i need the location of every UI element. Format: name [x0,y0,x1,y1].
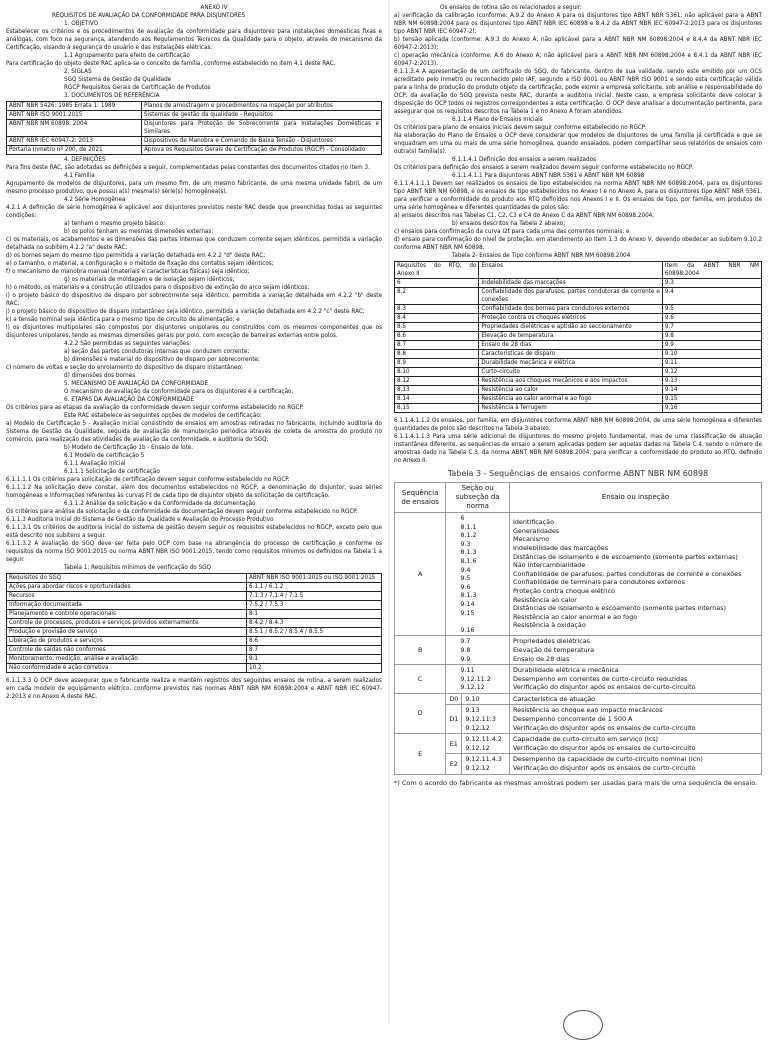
seq-d-row [395,705,762,734]
paragraph: SGQ Sistema de Gestão da Qualidade [64,76,172,83]
table-cell: 6 8.1.1 8.1.2 9.3 8.1.3 8.1.6 9.4 9.5 9.6 8.1.3 9.14 9.15 9.16 [446,513,510,636]
sgq-table-row [7,583,382,592]
paragraph: Estabelecer os critérios e os procedimentos de avaliação da conformidade para disjuntores para instalações domésticas fixas e análogas, com foco na segurança, atendendo aos Regulamentos Técnicos da Qualidade para o objeto, através do mecanismo da Certificação, visando à segurança do usuário e das instalações elétricas. [6,28,382,51]
sgq-table-row [7,592,382,601]
table2-row [395,386,762,395]
table-cell: 8.9 [395,359,479,368]
table2-row [395,350,762,359]
sgq-table-header [7,574,382,583]
table-cell: Ensaio de 28 dias [479,341,663,350]
table2-row [395,359,762,368]
scan-gutter [388,0,390,1024]
table2-row [395,368,762,377]
sgq-table-row [7,637,382,646]
paragraph: l) os disjuntores multipolares são compostos por disjuntores unipolares ou construídos com os mesmos componentes que os disjuntores unipolares, tendo as mesmas dimensões gerais por polo, com exceção de barreiras externas entre polos. [6,324,382,339]
table2-header [395,262,762,279]
table-cell: ABNT NBR ISO 9001:2015 ou ISO 9001:2015 [247,574,382,583]
test-sequences-text [394,417,762,465]
paragraph: Os critérios para plano de ensaios iniciais devem seguir conforme estabelecido no RGCP. [394,124,647,131]
table-cell: D0 [446,693,462,705]
table-cell: 9.8 [662,332,761,341]
table-cell: Ações para abordar riscos e oportunidades [7,583,247,592]
paragraph: 4.2 Série Homogênea [64,196,126,203]
paragraph: Para certificação do objeto deste RAC aplica-se o conceito de família, conforme estabelecido no item 4.1 deste RAC. [6,60,336,67]
paragraph: Tabela 2- Ensaios de Tipo conforme ABNT NBR NM 60898:2004 [452,252,631,259]
table-cell: Identificação Generalidades Mecanismo Indelebilidade das marcações Distâncias de isolamento e de escoamento (somente partes externas) Não intercambialidade Confiabilidade de parafusos, partes condutoras de corrente e conexões Confiabilidade de terminais para condutores externos Proteção contra choque elétrico Resistência ao calor Distâncias de isolamento e escoamento (somente partes internas) Resistência ao calor anormal e ao fogo Resistência à oxidação [509,513,761,636]
paragraph: 6.1.1.4.1.1.3 Para uma série adicional de disjuntores do mesmo projeto fundamental, mas de uma classificação de atuação instantânea diferente, as sequências de ensaio a serem aplicadas podem ser aquelas dadas na Tabela C.4, sendo o número de amostras dado na Tabela C.3, da norma ABNT NBR NM 60898:2004, para verificar a conformidade do produto ao RTQ, definido no Anexo II. [394,433,762,464]
table-cell: 8.6 [395,332,479,341]
sgq-table-row [7,664,382,673]
table-cell: 9.14 [662,386,761,395]
paragraph: Os critérios para as etapas da avaliação da conformidade devem seguir conforme estabelecido no RGCP. [6,404,304,411]
table-cell: B [395,636,446,665]
paragraph: 4.1 Família [64,172,95,179]
test-sequences-table [394,482,762,775]
table2-row [395,377,762,386]
paragraph: e) o tamanho, o material, a configuração e o método de fixação dos contatos sejam idênticos; [6,260,274,267]
table-cell: D1 [446,705,462,734]
table-cell: Confiabilidade dos parafusos, partes condutoras de corrente e conexões [479,288,663,305]
table-cell: Planos de amostragem e procedimentos na inspeção por atributos [142,102,382,111]
table-cell: Características de disparo [479,350,663,359]
table-cell: Informação documentada [7,601,247,610]
seq-e-row [395,734,762,754]
table-cell: Propriedades dielétricas e aptidão ao seccionamento [479,323,663,332]
paragraph: 6.1.1.3 Auditoria Inicial do Sistema de Gestão da Qualidade e Avaliação do Processo Produtivo [6,516,274,523]
sgq-table-row [7,655,382,664]
table2-row [395,323,762,332]
paragraph: a) verificação da calibração (conforme: A.9.2 do Anexo A para os disjuntores tipo ABNT NBR 5361; não aplicável para a ABNT NBR NM 60898:2004 para os disjuntores tipo ABNT NBR IEC 60898 e 8.4.2 da ABNT NBR IEC 60947-2:2013 para os disjuntores tipo ABNT NBR IEC 60947-2); [394,12,762,35]
paragraph: d) ensaio para confirmação do nível de proteção, em atendimento ao item 1.3 do Anexo V, devendo obedecer ao subitem 9.10.2 conforme ABNT NBR NM 60898. [394,236,762,251]
paragraph: a) ensaios descritos nas Tabelas C1, C2, C3 e C4 do Anexo C da ABNT NBR NM 60898:2004; [394,212,655,219]
table2-row [395,341,762,350]
table-cell: C [395,665,446,694]
paragraph: c) os materiais, os acabamentos e as dimensões das partes internas que conduzem corrente sejam idênticos, permitida a variação detalhada no subitem 4.2.2 "a" deste RAC; [6,236,382,251]
paragraph: Os critérios para definição dos ensaios a serem realizados devem seguir conforme estabelecido no RGCP. [394,164,694,171]
table-cell: Dispositivos de Manobra e Comando de Baixa Tensão - Disjuntores [142,137,382,146]
ref-table-row [7,120,382,137]
table-cell: 9.4 [662,288,761,305]
table2-row [395,395,762,404]
table2-row [395,314,762,323]
table-cell: 8.6 [247,637,382,646]
table-cell: Elevação de temperatura [479,332,663,341]
paragraph: Para fins deste RAC, são adotadas as definições a seguir, complementadas pelas constantes dos documentos citados no item 3. [6,164,370,171]
paragraph: 6. ETAPAS DA AVALIAÇÃO DA CONFORMIDADE [64,396,195,403]
table2-row [395,305,762,314]
table-cell: 8.10 [395,368,479,377]
table-cell: 9.10 [462,693,510,705]
table-cell: Liberação de produtos e serviços [7,637,247,646]
paragraph: a) tenham o mesmo projeto básico; [64,220,166,227]
right-column [394,4,762,788]
table2-row [395,404,762,413]
table-cell: 9.1 [247,655,382,664]
paragraph: Os ensaios de rotina são os relacionados a seguir: [440,4,582,11]
table-cell: Controle de processos, produtos e serviços providos externamente [7,619,247,628]
table-cell: Propriedades dielétricas Elevação de temperatura Ensaio de 28 dias [509,636,761,665]
table-cell: Ensaios [479,262,663,279]
paragraph: 1.1 Agrupamento para efeito de certificação [64,52,190,59]
table-cell: 8.5.1 / 8.5.2 / 8.5.4 / 8.5.5 [247,628,382,637]
table-cell: 9.13 [662,377,761,386]
paragraph: 6.1.1.3.4 A apresentação de um certificado do SGQ, do fabricante, dentro de sua validade, sendo este emitido por um OCS acreditado pelo Inmetro ou reconhecido pelo IAF, segundo a ISO 9001 ou ABNT NBR ISO 9001 e sendo esta certificação válida para a linha de produção do produto objeto da certificação, pode eximir a empresa solicitante, sob análise e responsabilidade do OCP, da avaliação do SGQ prevista neste RAC, durante a auditoria inicial. Neste caso, a empresa solicitante deve colocar à disposição do OCP todos os registros correspondentes a esta certificação. O OCP deve analisar a documentação pertinente, para assegurar que os requisitos descritos na Tabela 1 e no Anexo A foram atendidos. [394,68,762,115]
table-cell: 8.15 [395,404,479,413]
table-cell: 8.3 [395,305,479,314]
table-cell: Resistência ao calor anormal e ao fogo [479,395,663,404]
table-cell: Seção ou subseção da norma [446,483,510,513]
table-cell: Curto-circuito [479,368,663,377]
paragraph: g) os materiais de moldagem e de isolação sejam idênticos; [64,276,235,283]
seq-d-row [395,693,762,705]
table-cell: 8.2 [395,288,479,305]
table-cell: 9.6 [662,314,761,323]
table-cell: Sequência de ensaios [395,483,446,513]
table-cell: 8.8 [395,350,479,359]
paragraph: d) os bornes sejam do mesmo tipo permitida a variação detalhada em 4.2.2 "d" deste RAC; [6,252,266,259]
routine-tests-section [6,677,382,701]
paragraph: a) seção das partes condutoras internas que conduzem corrente; [64,348,250,355]
table-cell: E1 [446,734,462,754]
table-cell: 9.12 [662,368,761,377]
table-cell: 8.12 [395,377,479,386]
sgq-table-row [7,619,382,628]
table3-title: Tabela 3 - Sequências de ensaios conforme ABNT NBR NM 60898 [447,469,709,478]
table-cell: 9.11 [662,359,761,368]
sgq-requirements-table [6,573,382,673]
paragraph: RGCP Requisitos Gerais de Certificação de Produtos [64,84,211,91]
sgq-table-row [7,610,382,619]
table-cell: 9.9 [662,341,761,350]
table-cell: 8.7 [247,646,382,655]
table-cell: Não conformidade e ação corretiva [7,664,247,673]
paragraph: 6.1.1.4.1.1.2 Os ensaios, por família, em disjuntores conforme ABNT NBR NM 60898:2004, de uma série homogênea e diferentes quantidades de polos são descritos na Tabela 3 abaixo. [394,417,762,432]
paragraph: 2. SIGLAS [64,68,92,75]
paragraph: Os critérios para análise da solicitação e da conformidade da documentação devem seguir conforme estabelecido no RGCP. [6,508,358,515]
paragraph: 6.1.1.4.1 Definição dos ensaios a serem realizados [452,156,597,163]
paragraph: b) dimensões e material do dispositivo de disparo por sobrecorrente; [64,356,260,363]
paragraph: d) dimensões dos bornes. [64,372,137,379]
table-cell: Sistemas de gestão da qualidade - Requisitos [142,111,382,120]
table-cell: Capacidade de curto-circuito em serviço (Ics) Verificação do disjuntor após os ensaios de curto-circuito [509,734,761,754]
paragraph: ANEXO IV [200,4,228,11]
paragraph: 4.2.2 São permitidas as seguintes variações: [64,340,192,347]
intro-section [6,4,382,100]
table-cell: E [395,734,446,774]
paragraph: 6.1.1.2 Análise da solicitação e da Conformidade da documentação [64,500,256,507]
sgq-table-row [7,646,382,655]
table-cell: Ensaio ou inspeção [509,483,761,513]
paragraph: c) número de voltas e seção do enrolamento do dispositivo de disparo instantâneo; [6,364,243,371]
definitions-section [6,156,382,572]
paragraph: 4. DEFINIÇÕES [64,156,106,163]
table-cell: 9.11 9.12.11.2 9.12.12 [446,665,510,694]
table-cell: Resistência ao calor [479,386,663,395]
table2-row [395,332,762,341]
table-cell: 6 [395,279,479,288]
table-cell: 9.16 [662,404,761,413]
table-cell: Recursos [7,592,247,601]
paragraph: f) o mecanismo de manobra manual (materiais e características físicas) seja idêntico; [6,268,250,275]
paragraph: 6.1 Modelo de certificação 5 [64,452,145,459]
paragraph: 6.1.1.1 Solicitação de certificação [64,468,160,475]
left-column [6,4,382,701]
table-cell: Item da ABNT NBR NM 60898:2004 [662,262,761,279]
table-cell: ABNT NBR IEC 60947-2: 2013 [7,137,142,146]
paragraph: O mecanismo de avaliação da conformidade para os disjuntores é a certificação. [64,388,294,395]
table-cell: Requisitos do RTQ, do Anexo II [395,262,479,279]
table-cell: 8.5 [395,323,479,332]
paragraph: c) ensaios para confirmação da curva I2t para cada uma das correntes nominais; e [394,228,630,235]
paragraph: a) Modelo de Certificação 5 - Avaliação inicial consistindo de ensaios em amostras retiradas no fabricante, incluindo auditoria do Sistema de Gestão da Qualidade, seguida de avaliação de manutenção periódica através de coleta de amostra do produto no comércio, para realização das atividades de avaliação da conformidade, e auditoria do SGQ; [6,420,382,443]
paragraph: Este RAC estabelece as seguintes opções de modelos de certificação: [64,412,262,419]
table2-row [395,288,762,305]
table-cell: Resistência aos choques mecânicos e aos impactos [479,377,663,386]
table-cell: 10.2 [247,664,382,673]
paragraph: 6.1.1.1.2 Na solicitação deve constar, além dos documentos estabelecidos no RGCP, a denominação do disjuntor, suas séries homogêneas e informações referentes às curvas Ft de cada tipo de disjuntor objeto da solicitação de certificação. [6,484,382,499]
routine-tests-list [394,4,762,260]
table3-footnote: *) Com o acordo do fabricante as mesmas amostras podem ser usadas para mais de uma sequência de ensaio. [394,778,758,787]
table-cell: 8.4 [395,314,479,323]
paragraph: 1. OBJETIVO [64,20,99,27]
table-cell: 9.3 [662,279,761,288]
table-cell: Resistência à ferrugem [479,404,663,413]
table-cell: 7.1.3 / 7.1.4 / 7.1.5 [247,592,382,601]
paragraph: 6.1.1.3.3 O OCP deve assegurar que o fabricante realiza e mantém registros dos seguintes ensaios de rotina, a serem realizados em cada modelo de equipamento elétrico, conforme previstos nas normas ABNT NBR NM 60898:2004 e ABNT NBR IEC 60947-2:2013 e no Anexo A deste RAC. [6,677,382,700]
seq-b-row [395,636,762,665]
paragraph: REQUISITOS DE AVALIAÇÃO DA CONFORMIDADE PARA DISJUNTORES [52,12,246,19]
table-cell: 8.7 [395,341,479,350]
table-cell: 6.1.1 / 6.1.2 [247,583,382,592]
table-cell: 8.4.2 / 8.4.3 [247,619,382,628]
paragraph: b) os polos tenham as mesmas dimensões externas; [64,228,214,235]
paragraph: c) operação mecânica (conforme: A.6 do Anexo A; não aplicável para a ABNT NBR NM 60898:2004 e 8.4.1 da ABNT NBR IEC 60947-2:2013). [394,52,762,67]
table-cell: Controle de saídas não conformes [7,646,247,655]
ref-table-row [7,111,382,120]
table-cell: E2 [446,754,462,774]
table2-row [395,279,762,288]
table-cell: ABNT NBR NM 60898: 2004 [7,120,142,137]
table-cell: Indelebilidade das marcações [479,279,663,288]
table3-header [395,483,762,513]
paragraph: 6.1.1.4 Plano de Ensaios Iniciais [452,116,543,123]
paragraph: Tabela 1: Requisitos mínimos de verificação do SGQ [64,564,211,571]
seq-a-row [395,513,762,636]
table-cell: D [395,693,446,733]
seq-c-row [395,665,762,694]
paragraph: b) tensão aplicada (conforme: A.9.3 do Anexo A; não aplicável para a ABNT NBR NM 60898:2004 e 8.4.4 da ABNT NBR IEC 60947-2:2013); [394,36,762,51]
paragraph: Agrupamento de modelos de disjuntores, para um mesmo fim, de um mesmo fabricante, de uma mesma unidade fabril, de um mesmo processo produtivo, que possui a(s) mesma(s) série(s) homogênea(s). [6,180,382,195]
paragraph: 4.2.1 A definição de série homogênea é aplicável aos disjuntores previstos neste RAC desde que preenchidas todas as seguintes condições: [6,204,382,219]
table-cell: Proteção contra os choques elétricos [479,314,663,323]
table-cell: 8.14 [395,395,479,404]
table-cell: 9.5 [662,305,761,314]
paragraph: 3. DOCUMENTOS DE REFERÊNCIA [64,92,160,99]
table-cell: Confiabilidade dos bornes para condutores externos [479,305,663,314]
table-cell: Durabilidade elétrica e mecânica Desempenho em correntes de curto-circuito reduzidas Verificação do disjuntor após os ensaios de curto-circuito [509,665,761,694]
paragraph: b) Modelo de Certificação 1b - Ensaio de lote. [64,444,194,451]
paragraph: i) o projeto básico do dispositivo de disparo por sobrecorrente seja idêntico, permitida a variação detalhada em 4.2.2 "b" deste RAC; [6,292,382,307]
paragraph: 5. MECANISMO DE AVALIAÇÃO DA CONFORMIDADE [64,380,209,387]
paragraph: b) ensaios descritos na Tabela 2 abaixo; [452,220,566,227]
paragraph: 6.1.1.3.1 Os critérios de auditoria inicial do sistema de gestão devem seguir os requisitos estabelecidos no RGCP, exceto pelo que está descrito nos subitens a seguir. [6,524,382,539]
paragraph: k) a tensão nominal seja idêntica para o mesmo tipo de circuito de alimentação; e [6,316,240,323]
table-cell: Requisitos do SGQ [7,574,247,583]
table-cell: 9.12.11.4.2 9.12.12 [462,734,510,754]
table-cell: Monitoramento, medição, análise e avaliação [7,655,247,664]
table-cell: 9.13 9.12.11.3 9.12.12 [462,705,510,734]
table-cell: 9.10 [662,350,761,359]
table-cell: A [395,513,446,636]
paragraph: 6.1.1.3.2 A avaliação do SGQ deve ser feita pelo OCP com base na abrangência do processo de certificação e conforme os requisitos da norma ISO 9001:2015 ou norma ABNT NBR ISO 9001:2015, tendo como requisitos mínimos os definidos na Tabela 1 a seguir. [6,540,382,563]
paragraph: j) o projeto básico do dispositivo de disparo instantâneo seja idêntico, permitida a variação detalhada em 4.2.2 "c" deste RAC; [6,308,365,315]
reference-documents-table [6,101,382,155]
type-tests-table [394,261,762,413]
paragraph: Na elaboração do Plano de Ensaios o OCP deve considerar que modelos de disjuntores de uma família já certificada e que se enquadram em uma ou mais de uma série homogênea, quando ensaiados, podem compartilhar seus relatórios de ensaios com outra(s) família(s). [394,132,762,155]
table-cell: Aprova os Requisitos Gerais de Certificação de Produtos (RGCP) - Consolidado [142,146,382,155]
sgq-table-row [7,601,382,610]
table-cell: Característica de atuação [509,693,761,705]
paragraph: 6.1.1.4.1.1.1 Devem ser realizados os ensaios de tipo estabelecidos na norma ABNT NBR NM 60898:2004, para os disjuntores tipo ABNT NBR NM 60898, e os ensaios de tipo estabelecidos no Anexo I e no Anexo A, para os disjuntores tipo ABNT NBR 5361, para verificar a conformidade do produto aos RTQ definidos nos Anexos I e II. Os ensaios de tipo, por família, em produtos de uma série homogênea e diferentes quantidades de polos são: [394,180,762,211]
table-cell: ABNT NBR ISO 9001:2015 [7,111,142,120]
ref-table-row [7,137,382,146]
page-number-badge [563,1010,603,1040]
ref-table-row [7,146,382,155]
table-cell: 9.7 9.8 9.9 [446,636,510,665]
table-cell: Desempenho da capacidade de curto-circuito nominal (Icn) Verificação do disjuntor após os ensaios de curto-circuito [509,754,761,774]
table-cell: 9.7 [662,323,761,332]
ref-table-header [7,102,382,111]
table-cell: Produção e provisão de serviço [7,628,247,637]
table-cell: Resistência ao choque eao impacto mecânicos Desempenho concorrente de 1 500 A Verificação do disjuntor após os ensaios de curto-circuito [509,705,761,734]
paragraph: 6.1.1 Avaliação Inicial [64,460,126,467]
table-cell: Planejamento e controle operacionais [7,610,247,619]
table-cell: Portaria Inmetro nº 200, de 2021 [7,146,142,155]
paragraph: h) o método, os materiais e a construção utilizados para o dispositivo de extinção do arco sejam idênticos; [6,284,310,291]
table-cell: 7.5.2 / 7.5.3 [247,601,382,610]
table-cell: 8.1 [247,610,382,619]
paragraph: 6.1.1.1.1 Os critérios para solicitação de certificação devem seguir conforme estabelecido no RGCP. [6,476,290,483]
table-cell: Durabilidade mecânica e elétrica [479,359,663,368]
table-cell: Disjuntores para Proteção de Sobrecorrente para Instalações Domésticas e Similares [142,120,382,137]
table-cell: 8.13 [395,386,479,395]
table-cell: 9.15 [662,395,761,404]
sgq-table-row [7,628,382,637]
table-cell: 9.12.11.4.3 9.12.12 [462,754,510,774]
table-cell: ABNT NBR 5426: 1985 Errata 1: 1989 [7,102,142,111]
paragraph: 6.1.1.4.1.1 Para disjuntores ABNT NBR 5361 e ABNT NBR NM 60898 [452,172,645,179]
seq-e-row [395,754,762,774]
